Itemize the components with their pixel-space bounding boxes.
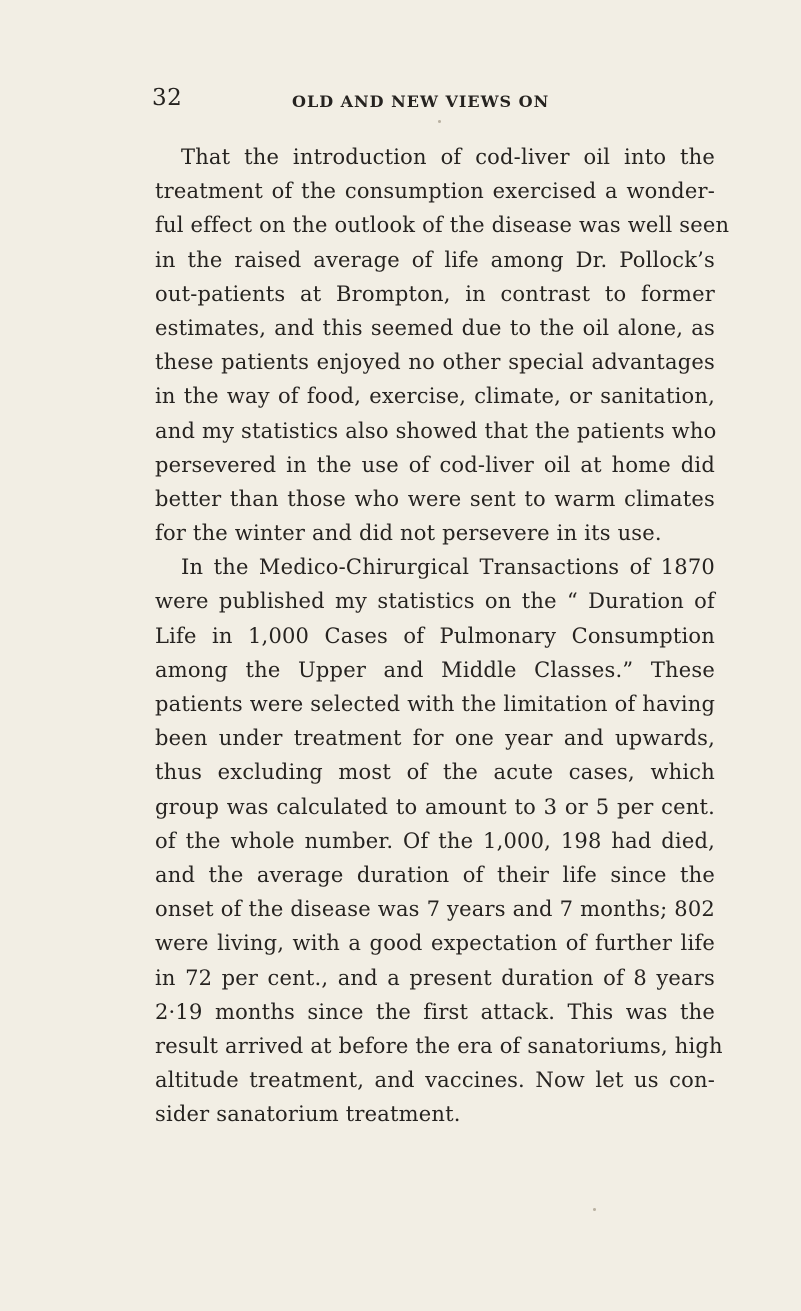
text-line: Life in 1,000 Cases of Pulmonary Consumption (155, 623, 715, 648)
text-line: were published my statistics on the “ Duration of (155, 589, 715, 614)
text-line: result arrived at before the era of sanatoriums, high (155, 1033, 723, 1058)
text-line: 2·19 months since the first attack. This was the (155, 999, 715, 1024)
text-line: estimates, and this seemed due to the oil alone, as (155, 315, 715, 340)
text-line: sider sanatorium treatment. (155, 1102, 461, 1127)
text-line: treatment of the consumption exercised a wonder- (155, 179, 715, 204)
text-line: out-patients at Brompton, in contrast to former (155, 281, 715, 306)
text-line: among the Upper and Middle Classes.” These (155, 657, 715, 682)
paper-speck (593, 1208, 596, 1211)
text-line: ful effect on the outlook of the disease was well seen (155, 213, 730, 238)
text-line: That the introduction of cod-liver oil into the (181, 145, 715, 169)
text-line: of the whole number. Of the 1,000, 198 had died, (155, 828, 715, 853)
text-line: these patients enjoyed no other special advantages (155, 350, 715, 375)
body-text (155, 140, 730, 1131)
text-line: onset of the disease was 7 years and 7 months; 802 (155, 897, 715, 922)
text-line: thus excluding most of the acute cases, which (155, 760, 715, 785)
running-head: OLD AND NEW VIEWS ON (292, 92, 550, 111)
text-line: in the raised average of life among Dr. Pollock’s (155, 247, 715, 272)
text-line: In the Medico-Chirurgical Transactions of 1870 (181, 555, 715, 580)
paper-speck (438, 120, 441, 123)
text-line: patients were selected with the limitation of having (155, 692, 716, 716)
page-number: 32 (152, 85, 183, 111)
text-line: in the way of food, exercise, climate, or sanitation, (155, 384, 715, 409)
text-line: were living, with a good expectation of further life (155, 931, 715, 956)
text-line: better than those who were sent to warm climates (155, 486, 715, 511)
text-line: and the average duration of their life since the (155, 862, 715, 887)
text-line: been under treatment for one year and upwards, (155, 726, 715, 751)
text-line: persevered in the use of cod-liver oil at home did (155, 452, 715, 477)
text-line: altitude treatment, and vaccines. Now let us con- (155, 1068, 715, 1093)
text-line: and my statistics also showed that the patients who (155, 418, 717, 443)
text-line: in 72 per cent., and a present duration of 8 years (155, 965, 715, 990)
text-line: for the winter and did not persevere in its use. (155, 521, 662, 546)
text-line: group was calculated to amount to 3 or 5 per cent. (155, 794, 715, 819)
